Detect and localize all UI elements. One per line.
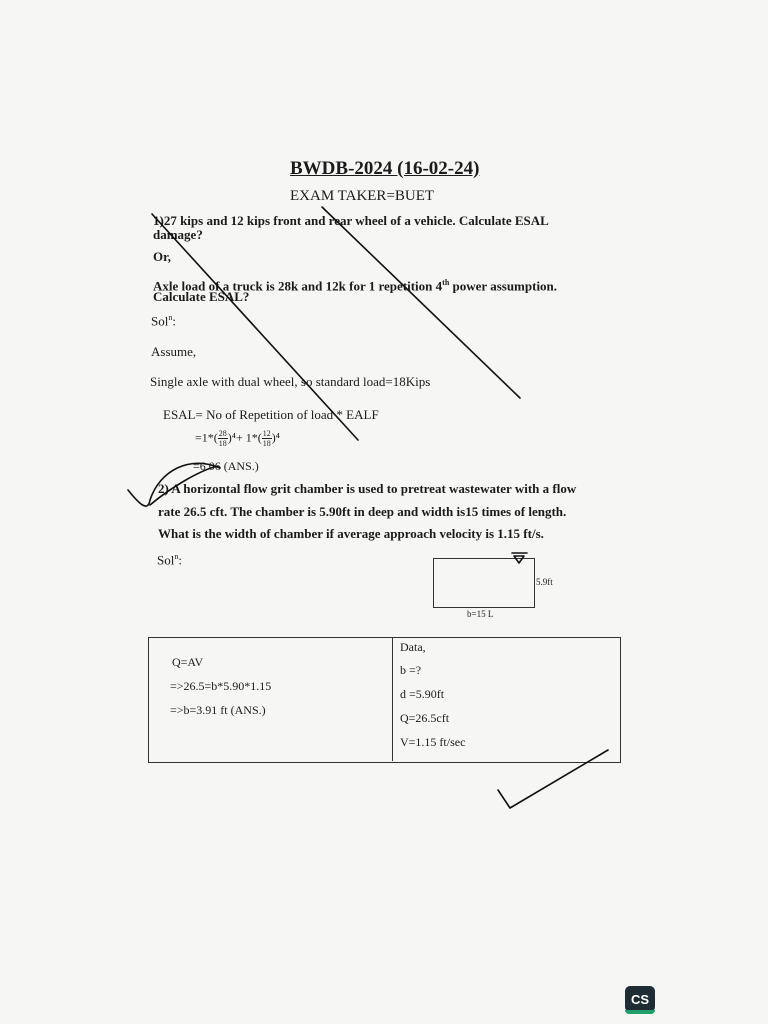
q1-alt-line1: Axle load of a truck is 28k and 12k for 1 repetition 4th power assumption. — [153, 278, 558, 294]
table-left-line-1: Q=AV — [172, 655, 204, 669]
q1-calculation: =1*( $\frac{28}{18}$ )⁴+ 1*( $\frac{12}{18}$ )⁴ — [195, 429, 280, 448]
solution-table — [148, 637, 621, 763]
q1-line1: 1)27 kips and 12 kips front and rear wheel of a vehicle. Calculate ESAL — [153, 213, 549, 228]
table-right-line-5: V=1.15 ft/sec — [400, 735, 466, 749]
table-right-line-1: Data, — [400, 640, 426, 654]
q2-solution-label: Sol$^n$: — [157, 552, 182, 568]
camscanner-logo: CS — [625, 986, 655, 1012]
q1-line2: damage? — [153, 227, 203, 242]
q1-esal-formula: ESAL= No of Repetition of load * EALF — [163, 407, 379, 422]
q1-assume: Assume, — [151, 344, 197, 359]
table-left-line-2: =>26.5=b*5.90*1.15 — [170, 679, 272, 693]
strike-line-2 — [322, 207, 520, 398]
q1-answer: =6.06 (ANS.) — [193, 459, 259, 473]
q2-line1: 2) A horizontal flow grit chamber is used to pretreat wastewater with a flow — [158, 481, 577, 496]
table-right-line-2: b =? — [400, 663, 422, 677]
q1-solution-label: Sol$^n$: — [151, 313, 176, 329]
document-title: BWDB-2024 (16-02-24) — [290, 158, 480, 179]
document-subtitle: EXAM TAKER=BUET — [290, 188, 435, 204]
q1-alt-line2: Calculate ESAL? — [153, 289, 250, 304]
diagram-depth-label: 5.9ft — [536, 577, 553, 587]
table-right-line-3: d =5.90ft — [400, 687, 445, 701]
q1-assumption: Single axle with dual wheel, so standard load=18Kips — [150, 374, 431, 389]
q1-or: Or, — [153, 249, 171, 264]
table-left-line-3: =>b=3.91 ft (ANS.) — [170, 703, 266, 717]
q2-line3: What is the width of chamber if average approach velocity is 1.15 ft/s. — [158, 526, 544, 541]
table-right-line-4: Q=26.5cft — [400, 711, 450, 725]
q2-line2: rate 26.5 cft. The chamber is 5.90ft in deep and width is15 times of length. — [158, 504, 567, 519]
chamber-diagram — [433, 558, 535, 608]
diagram-width-label: b=15 L — [467, 609, 494, 619]
table-divider — [392, 637, 393, 761]
